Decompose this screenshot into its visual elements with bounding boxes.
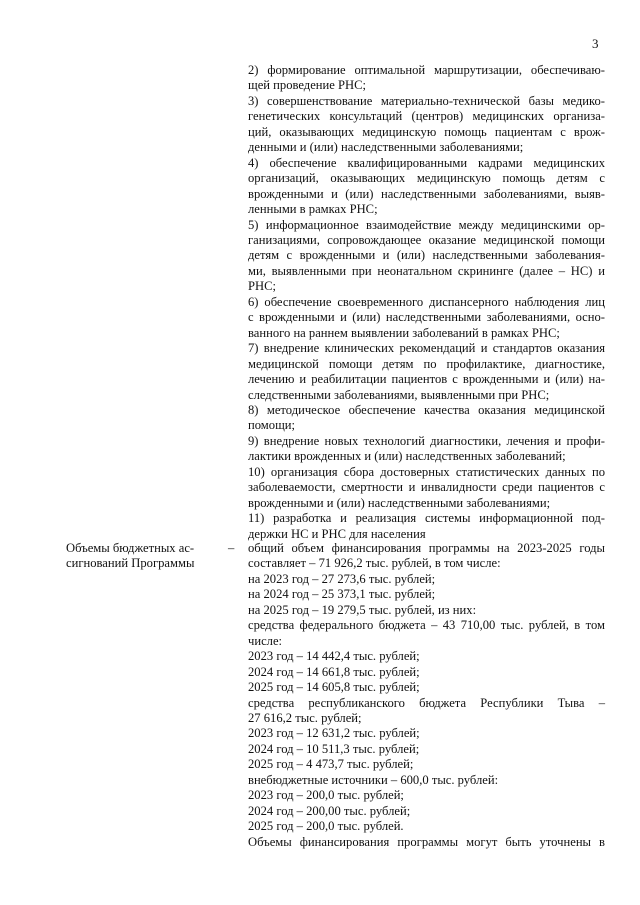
goals-line: генетических консультаций (центров) медицинских организа- bbox=[248, 109, 605, 124]
funding-line: на 2025 год – 19 279,5 тыс. рублей, из них: bbox=[248, 602, 477, 617]
goals-line: ми, выявленными при неонатальном скрининге (далее – НС) и bbox=[248, 263, 605, 278]
funding-line: числе: bbox=[248, 633, 283, 648]
goals-line: 11) разработка и реализация системы информационной под- bbox=[248, 511, 605, 526]
goals-line: помощи; bbox=[248, 418, 295, 433]
goals-line: лечению и реабилитации пациентов с врожденными и (или) на- bbox=[248, 372, 605, 387]
funding-line: средства республиканского бюджета Республики Тыва – bbox=[248, 695, 605, 710]
goals-line: щей проведение РНС; bbox=[248, 78, 367, 93]
funding-line: составляет – 71 926,2 тыс. рублей, в том числе: bbox=[248, 556, 501, 571]
goals-line: 4) обеспечение квалифицированными кадрами медицинских bbox=[248, 155, 605, 170]
funding-line: внебюджетные источники – 600,0 тыс. рублей: bbox=[248, 772, 499, 787]
goals-line: заболеваемости, смертности и инвалидности среди пациентов с bbox=[248, 480, 605, 495]
program-goals-list bbox=[248, 63, 605, 542]
goals-line: 3) совершенствование материально-технической базы медико- bbox=[248, 93, 605, 108]
goals-line: организаций, оказывающих медицинскую помощь детям с bbox=[248, 171, 605, 186]
section-dash: – bbox=[228, 541, 235, 555]
goals-line: 7) внедрение клинических рекомендаций и стандартов оказания bbox=[248, 341, 605, 356]
goals-line: 8) методическое обеспечение качества оказания медицинской bbox=[248, 402, 605, 417]
funding-line: 2025 год – 4 473,7 тыс. рублей; bbox=[248, 757, 414, 772]
goals-line: ганизациями, сопровождающее оказание медицинской помощи bbox=[248, 232, 605, 247]
goals-line: 5) информационное взаимодействие между медицинскими ор- bbox=[248, 217, 605, 232]
page-number: 3 bbox=[592, 36, 599, 51]
section-label-text: Объемы бюджетных ас- сигнований Программы bbox=[66, 541, 195, 571]
goals-line: денными и (или) наследственными заболеваниями; bbox=[248, 140, 524, 155]
funding-line: 2024 год – 14 661,8 тыс. рублей; bbox=[248, 664, 420, 679]
goals-line: 10) организация сбора достоверных статистических данных по bbox=[248, 464, 605, 479]
funding-line: 2023 год – 14 442,4 тыс. рублей; bbox=[248, 649, 420, 664]
funding-line: 27 616,2 тыс. рублей; bbox=[248, 710, 362, 725]
funding-line: общий объем финансирования программы на 2023-2025 годы bbox=[248, 541, 605, 555]
funding-line: 2023 год – 12 631,2 тыс. рублей; bbox=[248, 726, 420, 741]
goals-line: держки НС и РНС для населения bbox=[248, 526, 426, 541]
goals-line: 9) внедрение новых технологий диагностики, лечения и профи- bbox=[248, 433, 605, 448]
goals-line: детям с врожденными и (или) наследственными заболевания- bbox=[248, 248, 605, 263]
goals-line: 2) формирование оптимальной маршрутизации, обеспечиваю- bbox=[248, 63, 605, 77]
goals-line: следственными заболеваниями, выявленными при РНС; bbox=[248, 387, 550, 402]
goals-line: 6) обеспечение своевременного диспансерного наблюдения лиц bbox=[248, 294, 605, 309]
goals-line: РНС; bbox=[248, 279, 276, 294]
goals-line: врожденными и (или) наследственными заболеваниями; bbox=[248, 495, 551, 510]
goals-line: медицинской помощи детям по профилактике, диагностике, bbox=[248, 356, 605, 371]
funding-line: на 2023 год – 27 273,6 тыс. рублей; bbox=[248, 571, 436, 586]
funding-line: Объемы финансирования программы могут быть уточнены в bbox=[248, 834, 605, 849]
funding-line: 2025 год – 14 605,8 тыс. рублей; bbox=[248, 680, 420, 695]
funding-details-list bbox=[248, 541, 605, 850]
funding-line: средства федерального бюджета – 43 710,00 тыс. рублей, в том bbox=[248, 618, 605, 633]
goals-line: с врожденными и (или) наследственными заболеваниями, осно- bbox=[248, 310, 605, 325]
goals-line: ленными в рамках РНС; bbox=[248, 202, 378, 217]
funding-line: 2023 год – 200,0 тыс. рублей; bbox=[248, 788, 404, 803]
goals-line: врожденными и (или) наследственными заболеваниями, выяв- bbox=[248, 186, 605, 201]
goals-line: ций, оказывающих медицинскую помощь пациентам с врож- bbox=[248, 124, 605, 139]
funding-line: на 2024 год – 25 373,1 тыс. рублей; bbox=[248, 587, 436, 602]
funding-line: 2025 год – 200,0 тыс. рублей. bbox=[248, 819, 404, 834]
section-label-budget bbox=[66, 541, 216, 572]
funding-line: 2024 год – 10 511,3 тыс. рублей; bbox=[248, 741, 420, 756]
goals-line: ванного на раннем выявлении заболеваний в рамках РНС; bbox=[248, 325, 560, 340]
goals-line: лактики врожденных и (или) наследственных заболеваний; bbox=[248, 449, 566, 464]
funding-line: 2024 год – 200,00 тыс. рублей; bbox=[248, 803, 411, 818]
